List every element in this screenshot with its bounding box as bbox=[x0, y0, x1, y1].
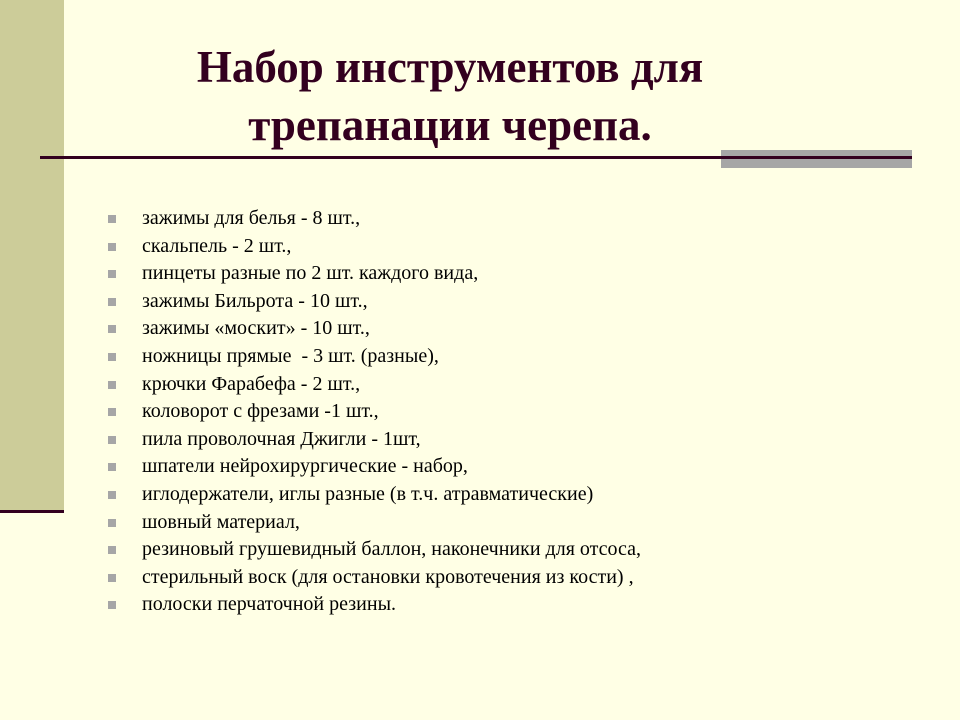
list-item bbox=[108, 288, 641, 316]
list-item-text: стерильный воск (для остановки кровотечения из кости) , bbox=[142, 565, 634, 588]
list-item-text: крючки Фарабефа - 2 шт., bbox=[142, 372, 361, 395]
square-bullet-icon bbox=[108, 325, 116, 333]
slide-title bbox=[120, 38, 780, 154]
list-item bbox=[108, 481, 641, 509]
left-bar-divider bbox=[0, 510, 64, 513]
square-bullet-icon bbox=[108, 270, 116, 278]
list-item bbox=[108, 371, 641, 399]
list-item bbox=[108, 509, 641, 537]
list-item-text: зажимы Бильрота - 10 шт., bbox=[142, 289, 368, 312]
list-item bbox=[108, 591, 641, 619]
list-item-text: зажимы для белья - 8 шт., bbox=[142, 207, 361, 229]
list-item-text: ножницы прямые - 3 шт. (разные), bbox=[142, 344, 439, 367]
list-item-text: иглодержатели, иглы разные (в т.ч. атравматические) bbox=[142, 482, 594, 505]
square-bullet-icon bbox=[108, 546, 116, 554]
instrument-list bbox=[108, 205, 641, 619]
left-decorative-bar bbox=[0, 0, 64, 512]
list-item-text: шовный материал, bbox=[142, 510, 300, 533]
square-bullet-icon bbox=[108, 574, 116, 582]
list-item-text: резиновый грушевидный баллон, наконечники для отсоса, bbox=[142, 538, 641, 561]
square-bullet-icon bbox=[108, 519, 116, 527]
list-item-text: пила проволочная Джигли - 1шт, bbox=[142, 427, 421, 450]
list-item bbox=[108, 536, 641, 564]
list-item bbox=[108, 398, 641, 426]
list-item-text: зажимы «москит» - 10 шт., bbox=[142, 317, 370, 340]
square-bullet-icon bbox=[108, 381, 116, 389]
square-bullet-icon bbox=[108, 215, 116, 223]
square-bullet-icon bbox=[108, 408, 116, 416]
list-item bbox=[108, 426, 641, 454]
list-item bbox=[108, 564, 641, 592]
list-item bbox=[108, 205, 641, 233]
list-item bbox=[108, 233, 641, 261]
list-item bbox=[108, 260, 641, 288]
list-item-text: скальпель - 2 шт., bbox=[142, 234, 292, 257]
square-bullet-icon bbox=[108, 353, 116, 361]
square-bullet-icon bbox=[108, 436, 116, 444]
square-bullet-icon bbox=[108, 601, 116, 609]
square-bullet-icon bbox=[108, 243, 116, 251]
list-item-text: шпатели нейрохирургические - набор, bbox=[142, 455, 468, 478]
slide-title-line-2: трепанации черепа. bbox=[248, 100, 652, 150]
list-item bbox=[108, 453, 641, 481]
list-item bbox=[108, 343, 641, 371]
slide-title-line-1: Набор инструментов для bbox=[196, 42, 704, 92]
square-bullet-icon bbox=[108, 298, 116, 306]
square-bullet-icon bbox=[108, 491, 116, 499]
title-accent-line bbox=[721, 156, 912, 159]
list-item-text: пинцеты разные по 2 шт. каждого вида, bbox=[142, 262, 479, 285]
square-bullet-icon bbox=[108, 463, 116, 471]
title-accent-bar bbox=[721, 150, 912, 168]
list-item-text: полоски перчаточной резины. bbox=[142, 593, 397, 616]
list-item bbox=[108, 315, 641, 343]
list-item-text: коловорот с фрезами -1 шт., bbox=[142, 400, 379, 423]
